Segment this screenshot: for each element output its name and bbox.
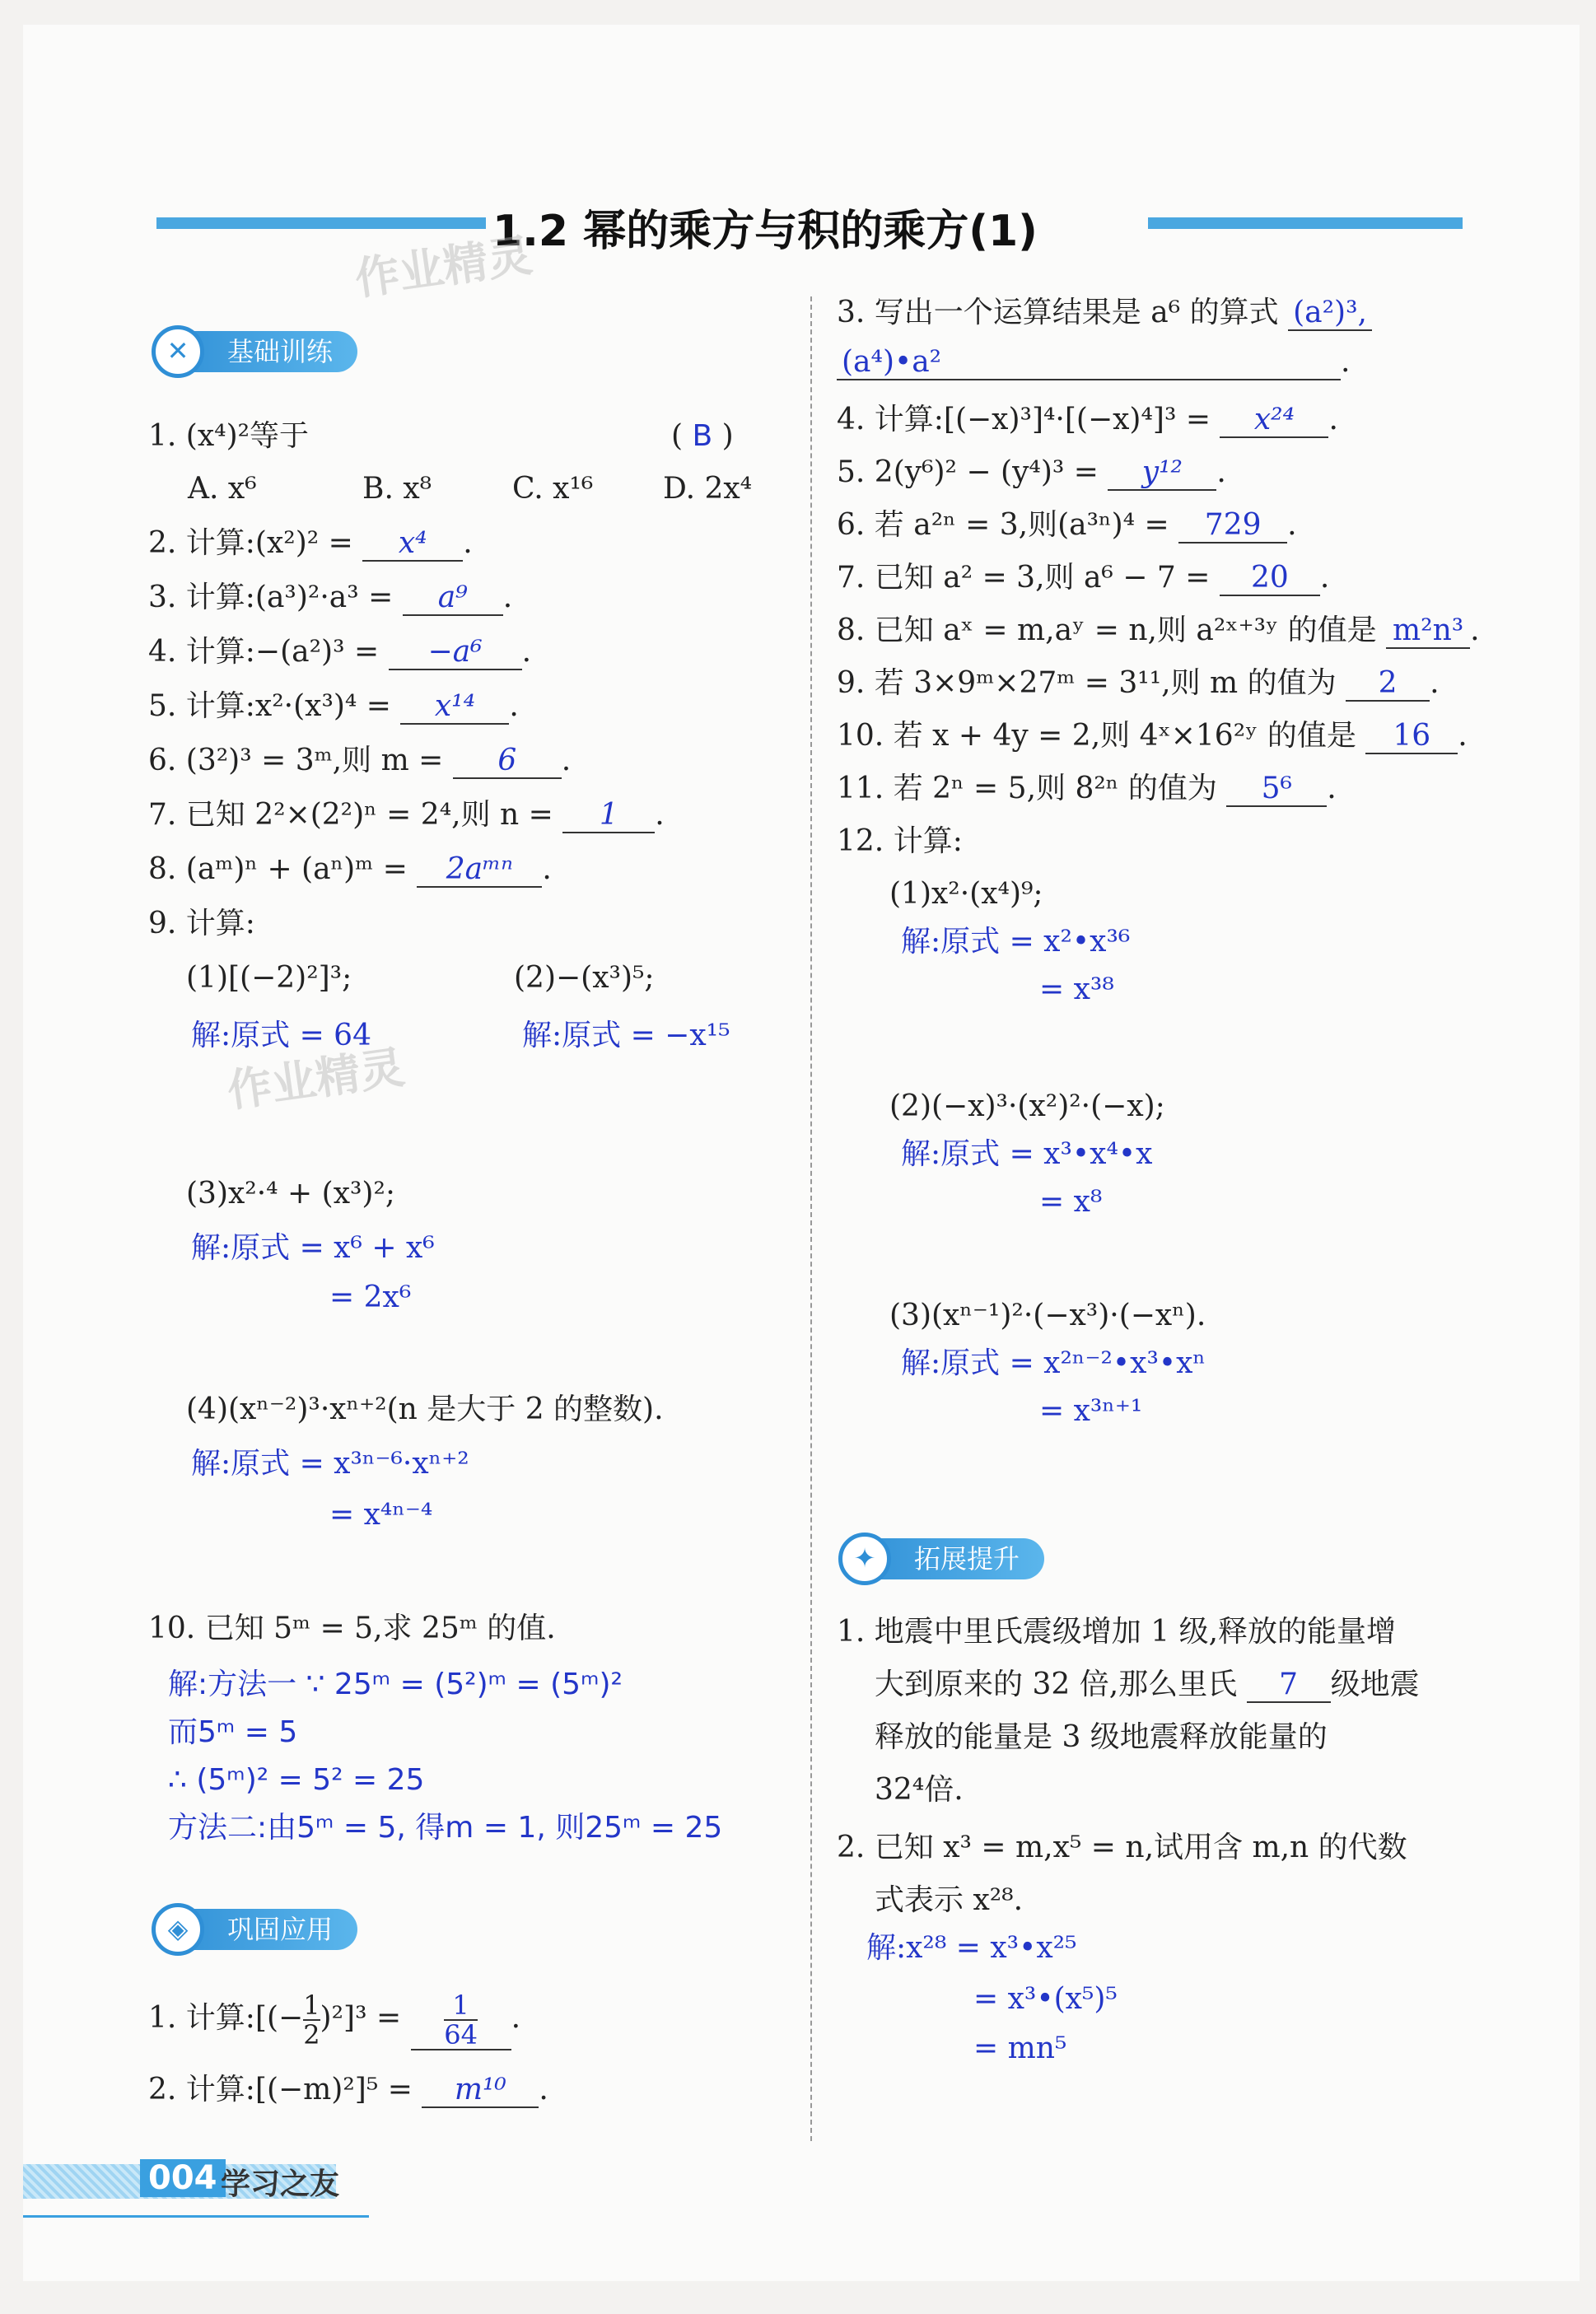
section-consolidate-icon: ◈	[152, 1903, 204, 1956]
question-r4: 4. 计算:[(−x)³]⁴·[(−x)⁴]³ = x²⁴ .	[837, 403, 1338, 436]
question-10: 10. 已知 5ᵐ = 5,求 25ᵐ 的值.	[148, 1612, 556, 1645]
q9-part3: (3)x²·⁴ + (x³)²;	[186, 1177, 396, 1211]
q12-part1: (1)x²·(x⁴)⁹;	[889, 877, 1043, 911]
q9-part2-solution: 解:原式 = −x¹⁵	[522, 1019, 730, 1052]
q9-part4-solution: 解:原式 = x³ⁿ⁻⁶·xⁿ⁺²	[191, 1447, 469, 1481]
q9-part3-solution: 解:原式 = x⁶ + x⁶	[191, 1231, 435, 1265]
answer-blank: m²n³	[1386, 614, 1470, 649]
q9-part4-solution-line2: = x⁴ⁿ⁻⁴	[329, 1498, 433, 1532]
question-r5: 5. 2(y⁶)² − (y⁴)³ = y¹² .	[837, 455, 1226, 489]
extend-question-2-solution-line3: = mn⁵	[973, 2032, 1067, 2065]
answer-blank: 5⁶	[1226, 772, 1327, 807]
page-title: 1.2 幂的乘方与积的乘方(1)	[492, 207, 1038, 256]
question-2: 2. 计算:(x²)² = x⁴ .	[148, 526, 473, 560]
q12-part2-solution: 解:原式 = x³•x⁴•x	[901, 1137, 1153, 1171]
answer-blank: y¹²	[1108, 456, 1216, 491]
question-r8: 8. 已知 aˣ = m,aʸ = n,则 a²ˣ⁺³ʸ 的值是 m²n³ .	[837, 613, 1480, 647]
q9-part1-solution: 解:原式 = 64	[191, 1019, 371, 1052]
answer-blank: 16	[1365, 720, 1458, 754]
footer-line	[23, 2215, 369, 2218]
answer-blank: (a²)³,	[1288, 296, 1372, 331]
option-c: C. x¹⁶	[512, 472, 594, 506]
answer-blank: 6	[453, 744, 562, 779]
question-r11: 11. 若 2ⁿ = 5,则 8²ⁿ 的值为 5⁶ .	[837, 772, 1337, 805]
column-divider	[810, 296, 812, 2141]
answer-blank: 2	[1346, 667, 1430, 702]
q9-part4: (4)(xⁿ⁻²)³·xⁿ⁺²(n 是大于 2 的整数).	[186, 1393, 664, 1426]
answer-blank: x²⁴	[1220, 404, 1328, 438]
q9-part2: (2)−(x³)⁵;	[514, 961, 655, 995]
option-b: B. x⁸	[362, 472, 432, 506]
q12-part2-solution-line2: = x⁸	[1039, 1185, 1103, 1219]
section-label: 基础训练	[227, 336, 334, 367]
question-5: 5. 计算:x²·(x³)⁴ = x¹⁴ .	[148, 689, 519, 723]
option-d: D. 2x⁴	[663, 472, 753, 506]
consolidate-question-2: 2. 计算:[(−m)²]⁵ = m¹⁰ .	[148, 2073, 548, 2106]
answer-blank: x¹⁴	[400, 690, 509, 725]
page-number: 004	[140, 2159, 226, 2197]
q10-solution-line1: 解:方法一 ∵ 25ᵐ = (5²)ᵐ = (5ᵐ)²	[168, 1668, 623, 1701]
question-r12: 12. 计算:	[837, 824, 963, 858]
answer-blank: 729	[1178, 509, 1287, 544]
q12-part3-solution: 解:原式 = x²ⁿ⁻²•x³•xⁿ	[901, 1346, 1206, 1380]
extend-question-2-solution-line2: = x³•(x⁵)⁵	[973, 1982, 1118, 2016]
title-bar-right	[1148, 217, 1463, 229]
section-extend-icon: ✦	[838, 1533, 891, 1585]
q9-part3-solution-line2: = 2x⁶	[329, 1281, 412, 1314]
q10-solution-line4: 方法二:由5ᵐ = 5, 得m = 1, 则25ᵐ = 25	[168, 1811, 723, 1845]
extend-question-2-solution: 解:x²⁸ = x³•x²⁵	[866, 1931, 1077, 1965]
answer-blank: 1	[562, 799, 655, 833]
question-8: 8. (aᵐ)ⁿ + (aⁿ)ᵐ = 2aᵐⁿ .	[148, 852, 552, 886]
q12-part2: (2)(−x)³·(x²)²·(−x);	[889, 1089, 1165, 1123]
extend-question-1-line3: 释放的能量是 3 级地震释放能量的	[875, 1720, 1328, 1754]
answer-blank: $\frac{1}{64}$	[411, 1991, 511, 2050]
question-r10: 10. 若 x + 4y = 2,则 4ˣ×16²ʸ 的值是 16 .	[837, 719, 1468, 753]
q9-part1: (1)[(−2)²]³;	[186, 961, 352, 995]
watermark: 作业精灵	[224, 1041, 408, 1117]
consolidate-question-1: 1. 计算:[(− $\frac{1}{2}$ )²]³ = $\frac{1}{64}$ .	[148, 1990, 521, 2050]
watermark: 作业精灵	[352, 229, 535, 306]
question-3: 3. 计算:(a³)²·a³ = a⁹ .	[148, 581, 513, 614]
section-basic-icon: ✕	[152, 325, 204, 378]
question-1-answer: ( B )	[671, 419, 734, 453]
answer-blank: m¹⁰	[422, 2074, 539, 2108]
question-r9: 9. 若 3×9ᵐ×27ᵐ = 3¹¹,则 m 的值为 2 .	[837, 666, 1440, 700]
book-title: 学习之友	[221, 2167, 340, 2201]
answer-blank: −a⁶	[389, 636, 522, 670]
section-label: 巩固应用	[227, 1914, 334, 1945]
answer-blank: x⁴	[362, 527, 463, 562]
q12-part3: (3)(xⁿ⁻¹)²·(−x³)·(−xⁿ).	[889, 1299, 1206, 1332]
title-bar-left	[156, 217, 486, 229]
extend-question-2-line2: 式表示 x²⁸.	[875, 1883, 1024, 1917]
extend-question-1-line2: 大到原来的 32 倍,那么里氏 7 级地震	[875, 1668, 1420, 1701]
option-a: A. x⁶	[188, 472, 257, 506]
answer-blank: a⁹	[403, 581, 503, 616]
fraction-one-half: $\frac{1}{2}$	[303, 1990, 320, 2050]
answer-blank: 20	[1220, 562, 1320, 596]
extend-question-2-line1: 2. 已知 x³ = m,x⁵ = n,试用含 m,n 的代数	[837, 1831, 1407, 1864]
q10-solution-line3: ∴ (5ᵐ)² = 5² = 25	[168, 1763, 425, 1797]
extend-question-1-line4: 32⁴倍.	[875, 1773, 964, 1807]
question-9: 9. 计算:	[148, 907, 255, 940]
answer-blank: 2aᵐⁿ	[417, 853, 542, 888]
question-4: 4. 计算:−(a²)³ = −a⁶ .	[148, 635, 532, 669]
question-r3-line2: (a⁴)•a² .	[837, 344, 1350, 380]
question-r3: 3. 写出一个运算结果是 a⁶ 的算式 (a²)³,	[837, 295, 1372, 331]
question-r7: 7. 已知 a² = 3,则 a⁶ − 7 = 20 .	[837, 561, 1330, 595]
q10-solution-line2: 而5ᵐ = 5	[168, 1715, 298, 1749]
section-label: 拓展提升	[914, 1543, 1020, 1575]
question-6: 6. (3²)³ = 3ᵐ,则 m = 6 .	[148, 744, 572, 777]
q12-part1-solution: 解:原式 = x²•x³⁶	[901, 925, 1131, 959]
q12-part3-solution-line2: = x³ⁿ⁺¹	[1039, 1394, 1143, 1428]
answer-blank: (a⁴)•a²	[837, 346, 1341, 380]
answer-blank: 7	[1247, 1668, 1331, 1703]
question-1: 1. (x⁴)²等于	[148, 419, 310, 453]
question-r6: 6. 若 a²ⁿ = 3,则(a³ⁿ)⁴ = 729 .	[837, 508, 1297, 542]
extend-question-1-line1: 1. 地震中里氏震级增加 1 级,释放的能量增	[837, 1615, 1397, 1649]
q12-part1-solution-line2: = x³⁸	[1039, 973, 1114, 1006]
question-7: 7. 已知 2²×(2²)ⁿ = 2⁴,则 n = 1 .	[148, 798, 665, 832]
